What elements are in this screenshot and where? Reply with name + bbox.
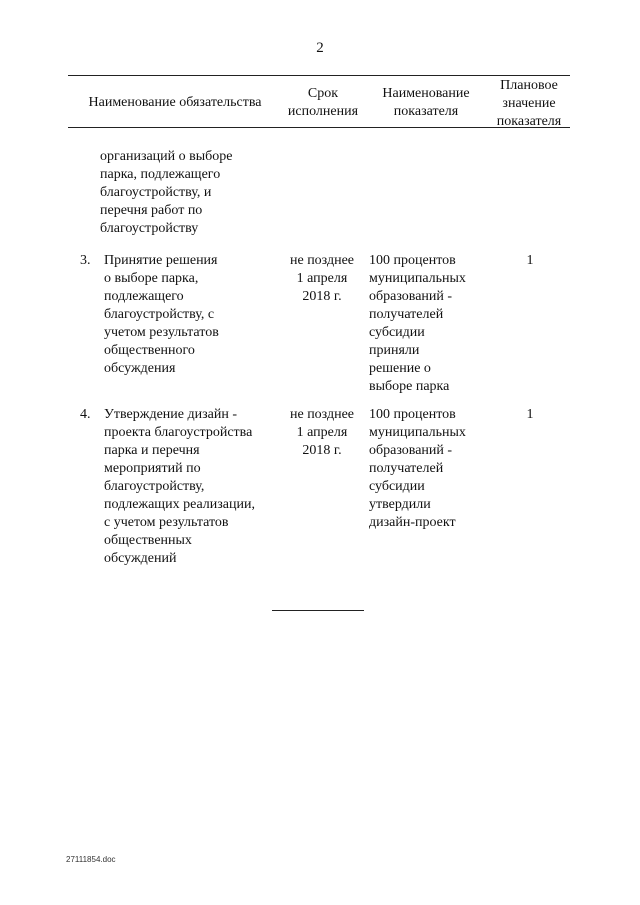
header-indicator: Наименование показателя bbox=[382, 86, 470, 119]
table-header-rule bbox=[68, 127, 570, 128]
footer-filename: 27111854.doc bbox=[66, 855, 116, 864]
header-deadline: Срок исполнения bbox=[287, 86, 359, 119]
row-4-indicator: 100 процентов муниципальных образований - получателей субсидии утвердили дизайн-проект bbox=[369, 407, 466, 530]
row-4-number: 4. bbox=[80, 407, 91, 422]
continued-obligation: организаций о выборе парка, подлежащего благоустройству, и перечня работ по благоустройству bbox=[100, 149, 233, 236]
header-obligation: Наименование обязательства bbox=[88, 95, 262, 110]
row-3-deadline: не позднее 1 апреля 2018 г. bbox=[289, 253, 355, 304]
row-3-indicator: 100 процентов муниципальных образований - получателей субсидии приняли решение о выборе парка bbox=[369, 253, 466, 394]
row-4-deadline: не позднее 1 апреля 2018 г. bbox=[289, 407, 355, 458]
row-3-obligation: Принятие решения о выборе парка, подлежащего благоустройству, с учетом результатов общественного обсуждения bbox=[104, 253, 219, 376]
row-3-planned: 1 bbox=[526, 253, 534, 268]
row-4-obligation: Утверждение дизайн - проекта благоустройства парка и перечня мероприятий по благоустройству, подлежащих реализации, с учетом результатов общественных обсуждений bbox=[104, 407, 255, 566]
header-planned: Плановое значение показателя bbox=[496, 78, 562, 129]
row-4-planned: 1 bbox=[526, 407, 534, 422]
page-number: 2 bbox=[316, 40, 324, 56]
row-3-number: 3. bbox=[80, 253, 91, 268]
end-of-document-line bbox=[272, 610, 364, 611]
table-top-rule bbox=[68, 75, 570, 76]
